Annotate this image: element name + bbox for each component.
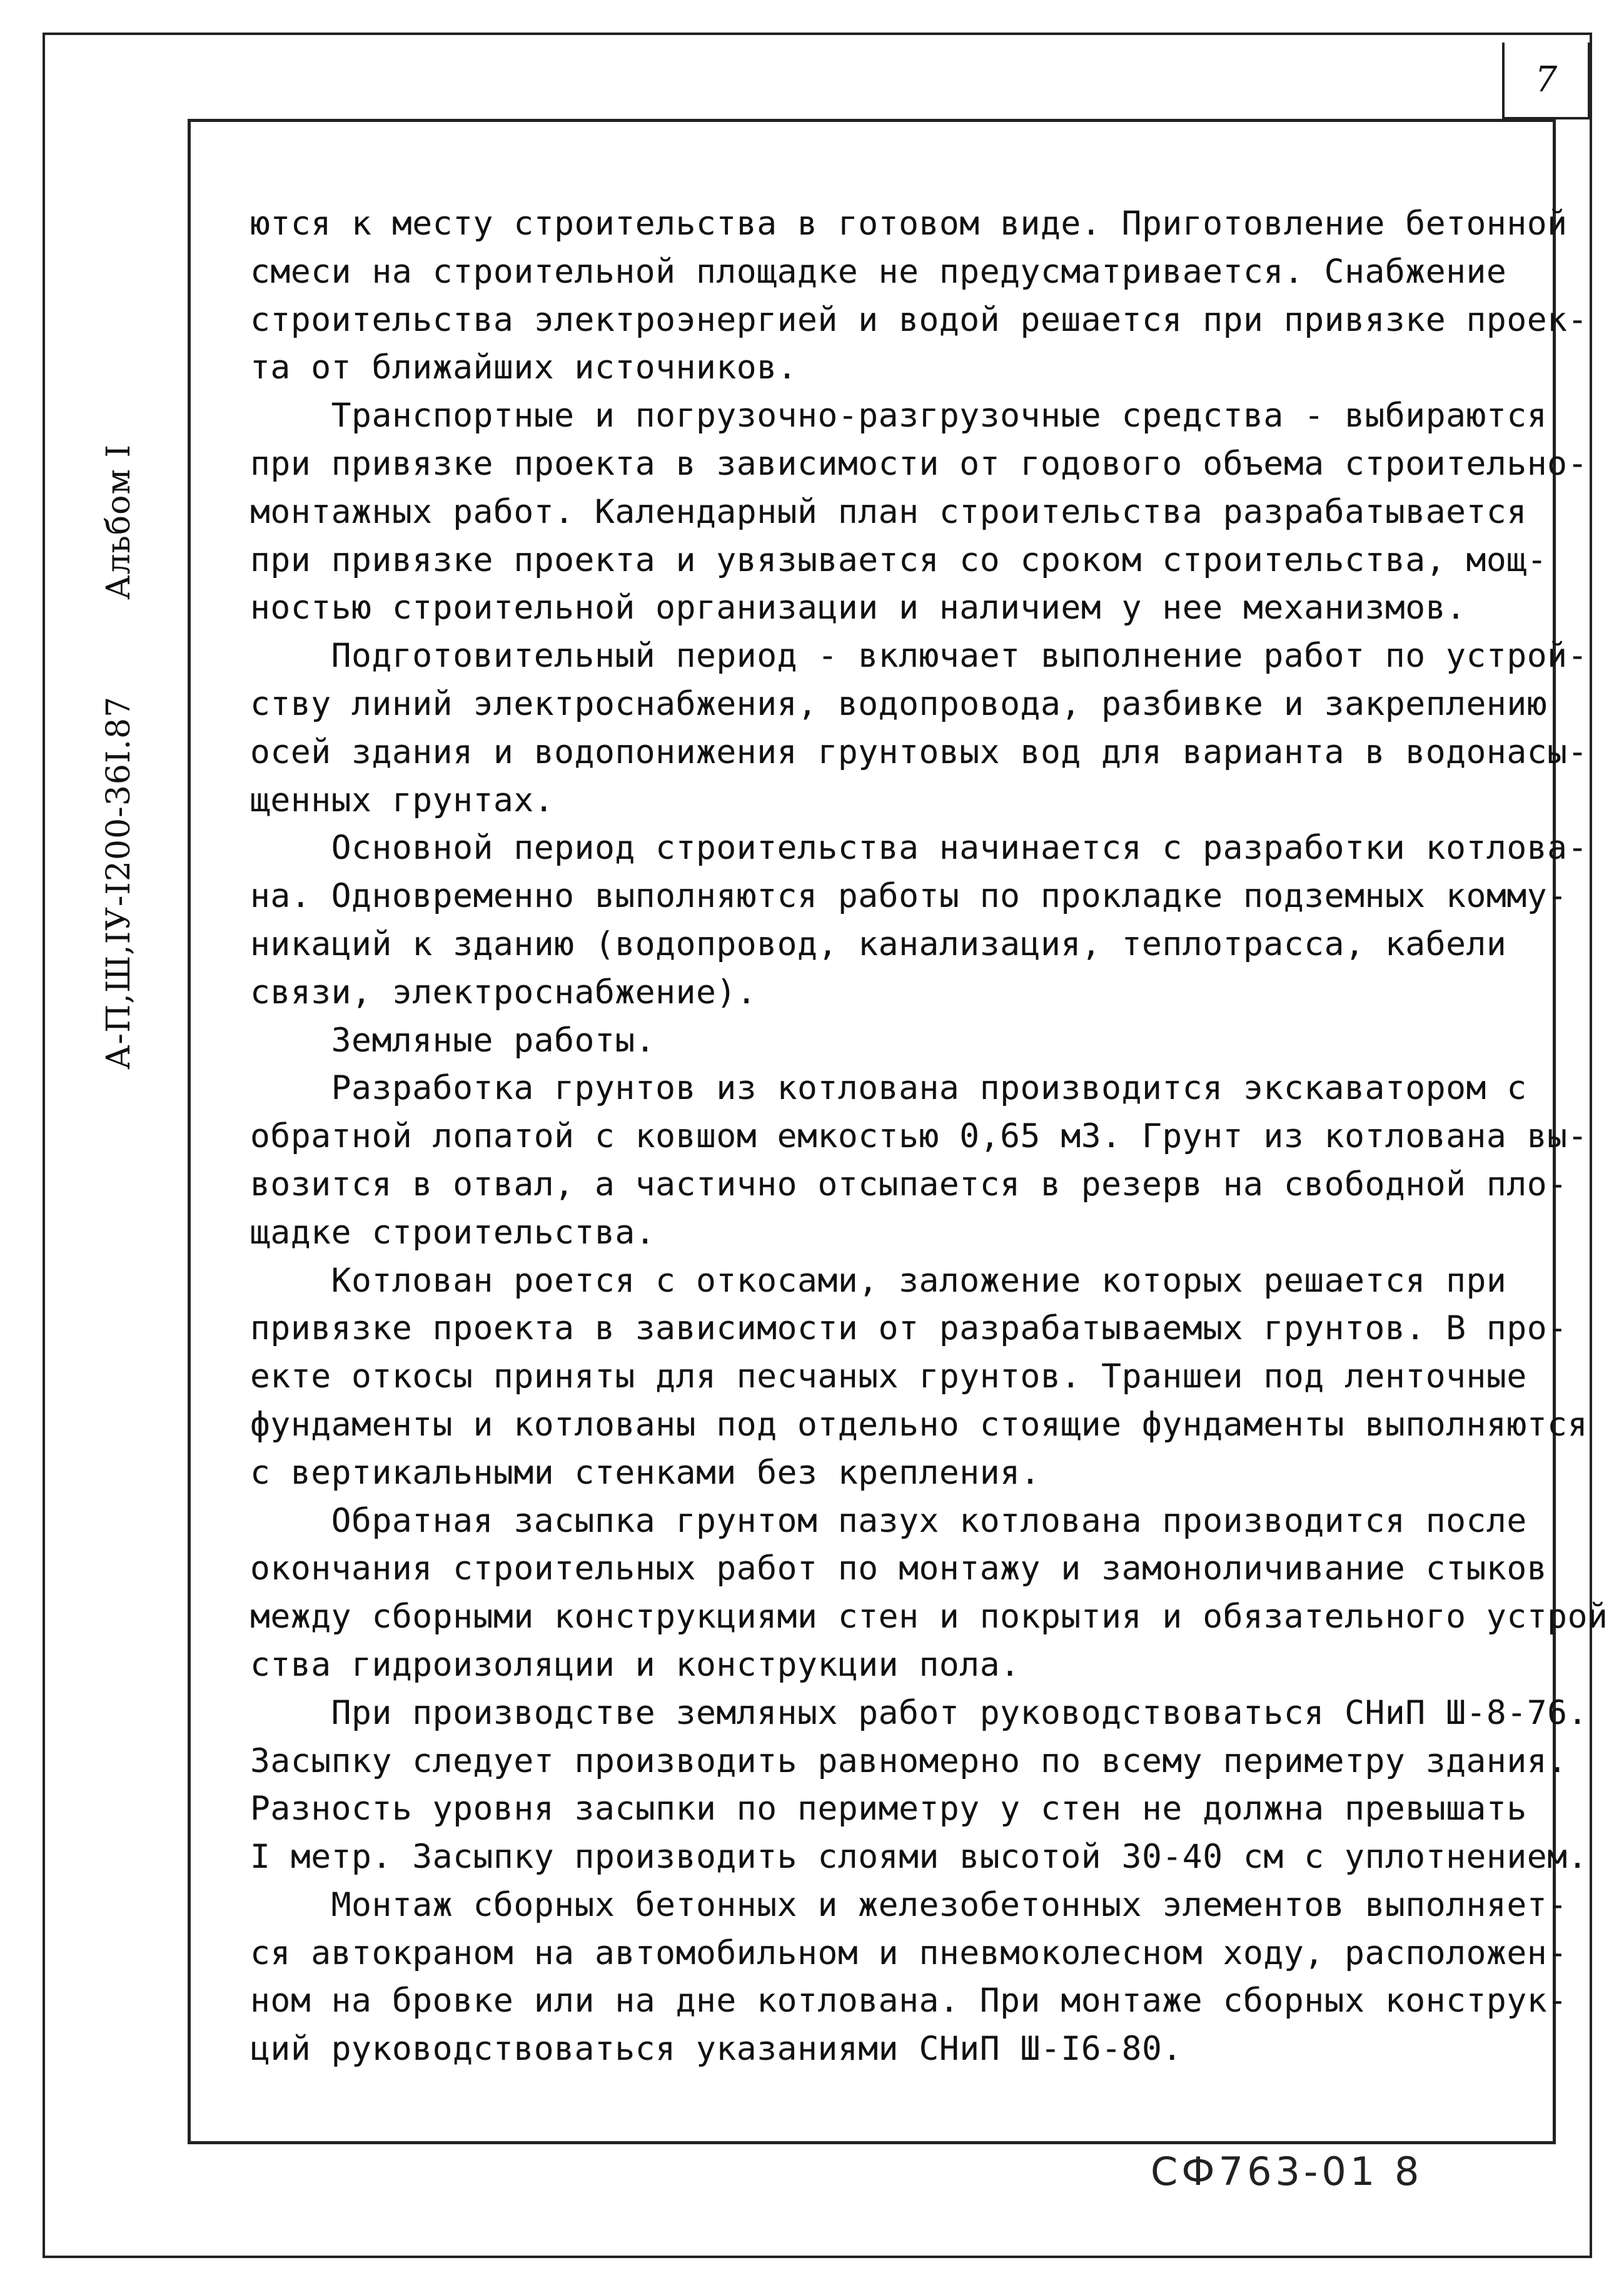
text-line: екте откосы приняты для песчаных грунтов. Траншеи под ленточные bbox=[250, 1357, 1527, 1396]
text-line: ства гидроизоляции и конструкции пола. bbox=[250, 1645, 1021, 1684]
text-line: та от ближайших источников. bbox=[250, 348, 798, 387]
text-line: щадке строительства. bbox=[250, 1213, 656, 1252]
text-line: При производстве земляных работ руководствоваться СНиП Ш-8-76. bbox=[250, 1693, 1588, 1732]
text-line: привязке проекта в зависимости от разрабатываемых грунтов. В про- bbox=[250, 1309, 1568, 1348]
text-line: Обратная засыпка грунтом пазух котлована производится после bbox=[250, 1501, 1527, 1540]
text-line: окончания строительных работ по монтажу и замоноличивание стыков bbox=[250, 1549, 1548, 1588]
text-line: щенных грунтах. bbox=[250, 781, 555, 819]
text-line: Разработка грунтов из котлована производится экскаватором с bbox=[250, 1069, 1527, 1108]
paragraph bbox=[250, 1690, 1588, 1882]
text-line: І метр. Засыпку производить слоями высотой 30-40 см с уплотнением. bbox=[250, 1838, 1588, 1877]
text-line: обратной лопатой с ковшом емкостью 0,65 м3. Грунт из котлована вы- bbox=[250, 1117, 1588, 1156]
text-line: между сборными конструкциями стен и покрытия и обязательного устрой bbox=[250, 1598, 1608, 1636]
side-label bbox=[100, 444, 138, 1070]
page-number: 7 bbox=[1535, 59, 1558, 100]
text-line: строительства электроэнергией и водой решается при привязке проек- bbox=[250, 300, 1588, 339]
text-line: ются к месту строительства в готовом виде. Приготовление бетонной bbox=[250, 205, 1568, 243]
text-line: ций руководствоваться указаниями СНиП Ш-І6-80. bbox=[250, 2030, 1183, 2069]
text-line: Котлован роется с откосами, заложение которых решается при bbox=[250, 1261, 1507, 1300]
text-line: при привязке проекта и увязывается со сроком строительства, мощ- bbox=[250, 540, 1548, 579]
text-line: Транспортные и погрузочно-разгрузочные средства - выбираются bbox=[250, 397, 1548, 435]
paragraph bbox=[250, 392, 1588, 632]
text-line: ся автокраном на автомобильном и пневмоколесном ходу, расположен- bbox=[250, 1933, 1568, 1972]
paragraph bbox=[250, 1882, 1568, 2074]
paragraph bbox=[250, 824, 1588, 1016]
text-line: никаций к зданию (водопровод, канализация, теплотрасса, кабели bbox=[250, 925, 1507, 963]
paragraph bbox=[250, 1497, 1608, 1690]
text-line: связи, электроснабжение). bbox=[250, 973, 757, 1011]
document-code: А-П,Ш,ІУ-І200-36І.87 bbox=[100, 696, 138, 1070]
text-line: Засыпку следует производить равномерно по всему периметру здания. bbox=[250, 1741, 1568, 1780]
text-line: фундаменты и котлованы под отдельно стоящие фундаменты выполняются bbox=[250, 1405, 1588, 1444]
text-line: ном на бровке или на дне котлована. При монтаже сборных конструк- bbox=[250, 1982, 1568, 2020]
paragraph bbox=[250, 632, 1588, 824]
text-line: Земляные работы. bbox=[250, 1021, 656, 1060]
paragraph bbox=[250, 200, 1588, 392]
album-label: Альбом І bbox=[100, 444, 138, 600]
text-line: Разность уровня засыпки по периметру у стен не должна превышать bbox=[250, 1790, 1527, 1828]
text-line: ностью строительной организации и наличием у нее механизмов. bbox=[250, 589, 1466, 627]
document-body bbox=[250, 200, 1608, 2074]
text-line: на. Одновременно выполняются работы по прокладке подземных комму- bbox=[250, 877, 1568, 916]
paragraph bbox=[250, 1017, 1538, 1065]
text-line: Подготовительный период - включает выполнение работ по устрой- bbox=[250, 637, 1588, 676]
page-number-box bbox=[1502, 43, 1590, 119]
paragraph bbox=[250, 1065, 1588, 1257]
paragraph bbox=[250, 1257, 1588, 1497]
text-line: с вертикальными стенками без крепления. bbox=[250, 1453, 1041, 1492]
text-line: ству линий электроснабжения, водопровода, разбивке и закреплению bbox=[250, 684, 1548, 723]
text-line: Основной период строительства начинается с разработки котлова- bbox=[250, 829, 1588, 868]
text-line: при привязке проекта в зависимости от годового объема строительно- bbox=[250, 444, 1588, 483]
text-line: возится в отвал, а частично отсыпается в резерв на свободной пло- bbox=[250, 1165, 1568, 1203]
text-line: осей здания и водопонижения грунтовых вод для варианта в водонасы- bbox=[250, 732, 1588, 771]
text-line: Монтаж сборных бетонных и железобетонных элементов выполняет- bbox=[250, 1885, 1568, 1924]
footer-code: СФ763-01 8 bbox=[1151, 2149, 1423, 2194]
text-line: монтажных работ. Календарный план строительства разрабатывается bbox=[250, 492, 1527, 531]
text-line: смеси на строительной площадке не предусматривается. Снабжение bbox=[250, 252, 1507, 291]
